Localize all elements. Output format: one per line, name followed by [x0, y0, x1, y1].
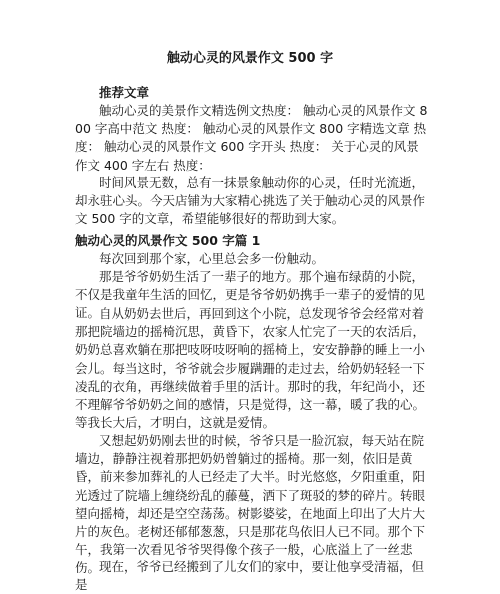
essay-paragraph: 又想起奶奶刚去世的时候，爷爷只是一脸沉寂，每天站在院墙边，静静注视着那把奶奶曾躺过的摇椅。那一刻，依旧是黄昏，前来参加葬礼的人已经走了大半。时光悠悠，夕阳重重，阳光透过了院墙上缠绕纷乱的藤蔓，洒下了斑驳的梦的碎片。转眼望向摇椅，却还是空空荡荡。树影婆娑，在地面上印出了大片大片的灰色。老树还郁郁葱葱，只是那花鸟依旧人已不同。那个下午，我第一次看见爷爷哭得像个孩子一般，心底溢上了一丝悲伤。	[75, 433, 426, 576]
recommend-label: 推荐文章	[99, 85, 150, 100]
essay-paragraph: 自从奶奶去世后，再回到这个小院，总发现爷爷会经常对着那把院墙边的摇椅沉思，黄昏下，农家人忙完了一天的农活后，奶奶总喜欢躺在那把吱呀吱呀响的摇椅上，安安静静的睡上一小会儿。每当这时，爷爷就会步履蹒跚的走过去，给奶奶轻轻一下凌乱的衣角，再继续做着手里的活计。那时的我，年纪尚小，还不理解爷爷奶奶之间的感情，只是觉得，这一幕，暖了我的心。等我长大后，才明白，这就是爱情。	[75, 306, 426, 431]
recommend-text: 触动心灵的美景作文精选例文热度： 触动心灵的风景作文 800 字高中范文 热度： 触动心灵的风景作文 800 字精选文章 热度： 触动心灵的风景作文 600 字开头 热度： 关于心灵的风景作文 400 字左右 热度：	[75, 103, 428, 173]
essay-paragraph: 现在，爷爷已经搬到了儿女们的家中，要让他享受清福，但是	[75, 559, 425, 593]
essay-heading: 触动心灵的风景作文 500 字篇 1	[75, 233, 261, 248]
essay-paragraph: 那是爷爷奶奶生活了一辈子的地方。那个遍布绿荫的小院，不仅是我童年生活的回忆，更是爷爷奶奶携手一辈子的爱情的见证。	[75, 269, 426, 321]
essay-paragraph: 每次回到那个家，心里总会多一份触动。	[99, 251, 325, 266]
page-title: 触动心灵的风景作文 500 字	[166, 51, 334, 66]
intro-paragraph: 时间风景无数，总有一抹景象触动你的心灵，任时光流逝，却永驻心头。今天店铺为大家精心挑选了关于触动心灵的风景作文 500 字的文章，希望能够很好的帮助到大家。	[75, 175, 426, 227]
